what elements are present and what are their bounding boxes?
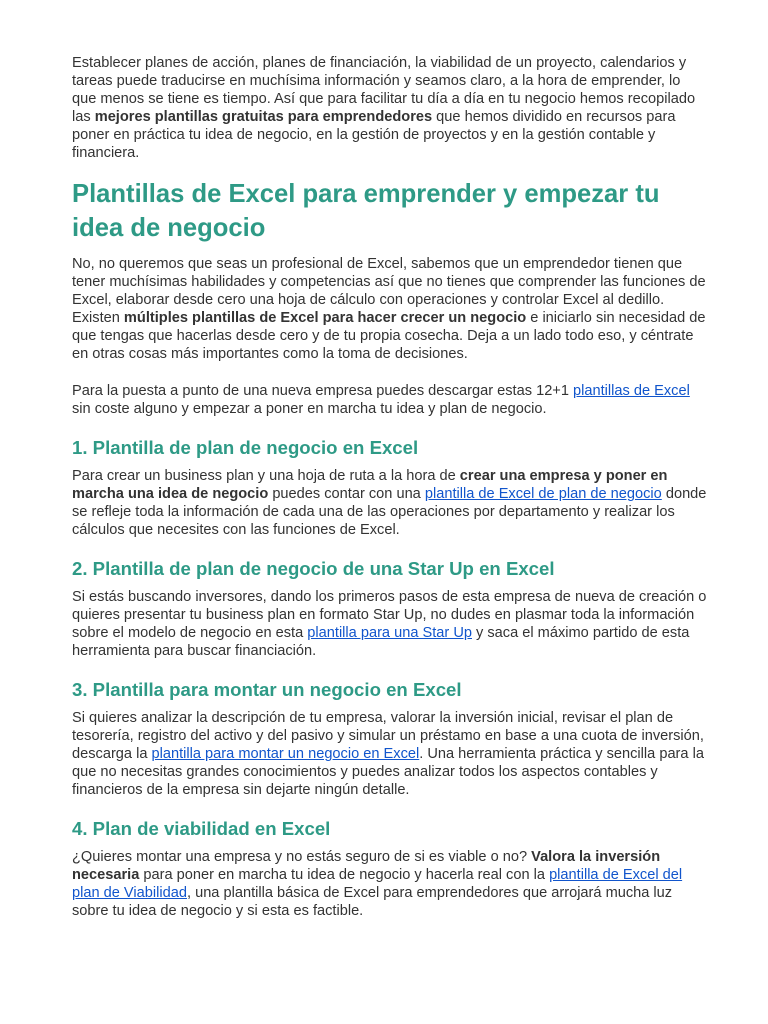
section-4-text-1: ¿Quieres montar una empresa y no estás seguro de si es viable o no? xyxy=(72,849,532,865)
section-4-heading: 4. Plan de viabilidad en Excel xyxy=(72,818,331,839)
intro-text-1: Establecer planes de acción, planes de financiación, la viabilidad de un proyecto, calendarios y tareas puede traducirse en muchísima información y seamos claro, a la hora de emprender, lo que menos se tiene es tiempo. Así que para facilitar tu día a día en tu negocio hemos recopilado las xyxy=(72,55,696,125)
section-1-bold-1: crear una empresa y poner en marcha una idea de negocio xyxy=(72,468,668,502)
excel-intro-bold-1: múltiples plantillas de Excel para hacer crecer un negocio xyxy=(123,310,527,326)
section-3-text-2: . Una herramienta práctica y sencilla para la que no necesitas grandes conocimientos y puedes analizar todos los aspectos contables y financieros de la empresa sin dejarte ningún detalle. xyxy=(72,746,704,798)
section-3-text-1: Si quieres analizar la descripción de tu empresa, valorar la inversión inicial, revisar el plan de tesorería, registro del activo y del pasivo y simular un préstamo en base a una cuota de inversión, descarga la xyxy=(72,710,704,762)
section-4-text-3: , una plantilla básica de Excel para emprendedores que arrojará mucha luz sobre tu idea de negocio y si esta es factible. xyxy=(72,885,673,919)
section-2-text-2: y saca el máximo partido de esta herramienta para buscar financiación. xyxy=(72,625,690,659)
excel-intro-text-1: No, no queremos que seas un profesional de Excel, sabemos que un emprendedor tienen que tener muchísimas habilidades y competencias así que no tienes que comprender las funciones de Excel, elaborar desde cero una hoja de cálculo con operaciones y controlar Excel al dedillo. Existen xyxy=(72,256,706,326)
montar-negocio-link[interactable]: plantilla para montar un negocio en Excel xyxy=(151,746,420,762)
intro-paragraph xyxy=(72,54,708,162)
plantillas-excel-link[interactable]: plantillas de Excel xyxy=(573,383,690,399)
section-2-paragraph xyxy=(72,588,708,660)
download-paragraph xyxy=(72,382,708,418)
download-text-2: sin coste alguno y empezar a poner en marcha tu idea y plan de negocio. xyxy=(72,401,547,417)
section-1-text-3: donde se refleje toda la información de cada una de las operaciones por departamento y realizar los cálculos que necesites con las funciones de Excel. xyxy=(72,486,707,538)
section-2-heading: 2. Plantilla de plan de negocio de una Star Up en Excel xyxy=(72,558,555,579)
section-1-heading: 1. Plantilla de plan de negocio en Excel xyxy=(72,437,419,458)
excel-intro-paragraph xyxy=(72,255,708,363)
intro-bold-1: mejores plantillas gratuitas para emprendedores xyxy=(94,109,433,125)
intro-text-2: que hemos dividido en recursos para poner en práctica tu idea de negocio, en la gestión de proyectos y en la gestión contable y financiera. xyxy=(72,109,676,161)
section-4-text-2: para poner en marcha tu idea de negocio y hacerla real con la xyxy=(139,867,550,883)
document-page xyxy=(72,54,708,920)
section-1-text-2: puedes contar con una xyxy=(268,486,425,502)
section-3-paragraph xyxy=(72,709,708,799)
plan-viabilidad-link[interactable]: plantilla de Excel del plan de Viabilidad xyxy=(72,867,683,901)
plan-de-negocio-link[interactable]: plantilla de Excel de plan de negocio xyxy=(424,486,662,502)
section-4-paragraph xyxy=(72,848,708,920)
section-4-bold-1: Valora la inversión necesaria xyxy=(72,849,661,883)
section-1-text-1: Para crear un business plan y una hoja de ruta a la hora de xyxy=(72,468,460,484)
main-heading: Plantillas de Excel para emprender y empezar tu idea de negocio xyxy=(72,180,660,242)
star-up-link[interactable]: plantilla para una Star Up xyxy=(307,625,472,641)
section-2-text-1: Si estás buscando inversores, dando los primeros pasos de esta empresa de nueva de creación o quieres presentar tu business plan en formato Star Up, no dudes en plasmar toda la información sobre el modelo de negocio en esta xyxy=(72,589,707,641)
excel-intro-text-2: e iniciarlo sin necesidad de que tengas que hacerlas desde cero y de tu propia cosecha. Deja a un lado todo eso, y céntrate en otras cosas más importantes como la toma de decisiones. xyxy=(72,310,706,362)
section-1-paragraph xyxy=(72,467,708,539)
section-3-heading: 3. Plantilla para montar un negocio en Excel xyxy=(72,679,462,700)
download-text-1: Para la puesta a punto de una nueva empresa puedes descargar estas 12+1 xyxy=(72,383,573,399)
